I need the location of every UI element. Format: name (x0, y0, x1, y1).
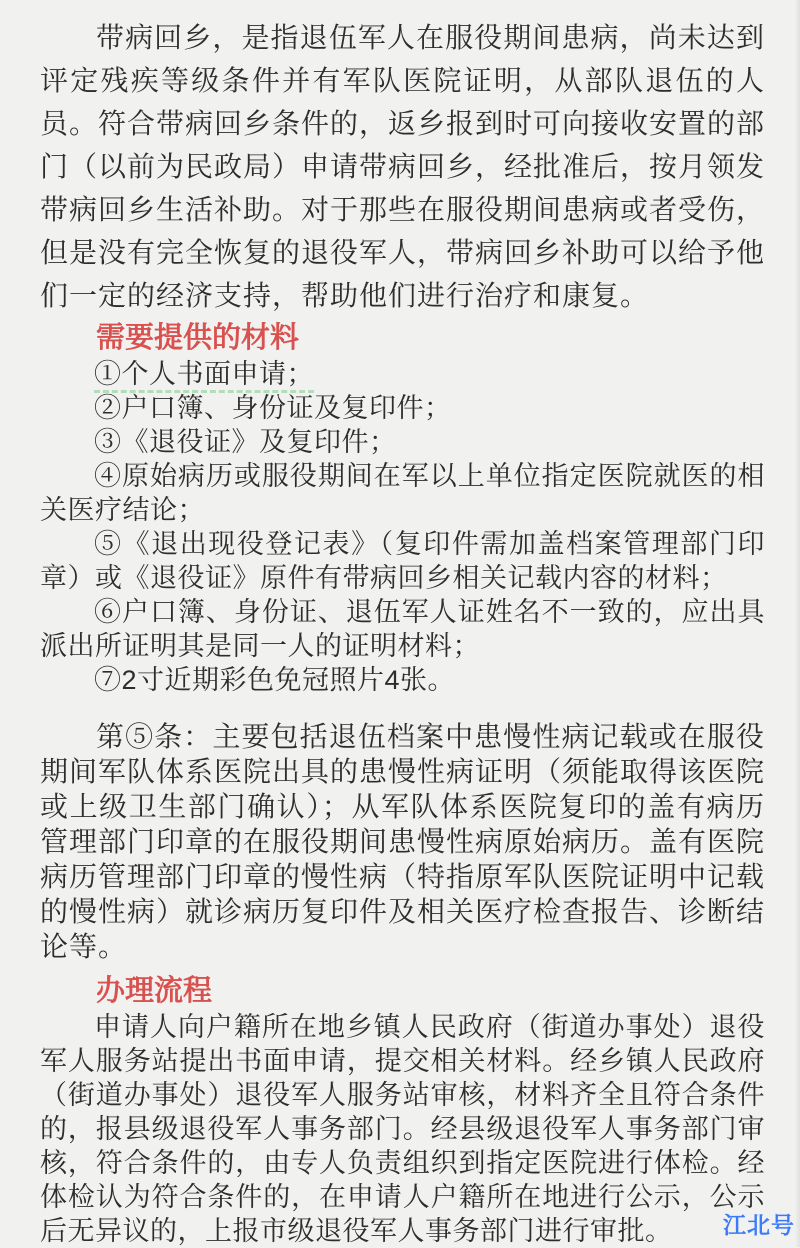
material-item-3: ③《退役证》及复印件； (94, 427, 397, 457)
watermark-text: 江北号 (723, 1212, 795, 1238)
material-item-5: ⑤《退出现役登记表》（复印件需加盖档案管理部门印章）或《退役证》原件有带病回乡相关记载内容的材料； (40, 529, 765, 593)
material-item-6: ⑥户口簿、身份证、退伍军人证姓名不一致的，应出具派出所证明其是同一人的证明材料； (40, 597, 765, 661)
materials-heading: 需要提供的材料 (96, 322, 300, 354)
intro-paragraph: 带病回乡，是指退伍军人在服役期间患病，尚未达到评定残疾等级条件并有军队医院证明，从部队退伍的人员。符合带病回乡条件的，返乡报到时可向接收安置的部门（以前为民政局）申请带病回乡，经批准后，按月领发带病回乡生活补助。对于那些在服役期间患病或者受伤，但是没有完全恢复的退役军人，带病回乡补助可以给予他们一定的经济支持，帮助他们进行治疗和康复。 (40, 22, 766, 311)
note-paragraph: 第⑤条：主要包括退伍档案中患慢性病记载或在服役期间军队体系医院出具的患慢性病证明（须能取得该医院或上级卫生部门确认）；从军队体系医院复印的盖有病历管理部门印章的在服役期间患慢性病原始病历。盖有医院病历管理部门印章的慢性病（特指原军队医院证明中记载的慢性病）就诊病历复印件及相关医疗检查报告、诊断结论等。 (40, 721, 766, 962)
material-item-4: ④原始病历或服役期间在军以上单位指定医院就医的相关医疗结论； (40, 461, 765, 525)
material-item-2: ②户口簿、身份证及复印件； (94, 393, 452, 423)
material-item-7: ⑦2寸近期彩色免冠照片4张。 (94, 665, 456, 695)
materials-list (40, 357, 765, 697)
process-paragraph: 申请人向户籍所在地乡镇人民政府（街道办事处）退役军人服务站提出书面申请，提交相关材料。经乡镇人民政府（街道办事处）退役军人服务站审核，材料齐全且符合条件的，报县级退役军人事务部门。经县级退役军人事务部门审核，符合条件的，由专人负责组织到指定医院进行体检。经体检认为符合条件的，在申请人户籍所在地进行公示，公示后无异议的，上报市级退役军人事务部门进行审批。 (40, 1012, 765, 1246)
material-item-1 (40, 357, 765, 391)
material-item-1-underlined-text: ①个人书面申请； (94, 359, 314, 393)
process-heading: 办理流程 (96, 975, 213, 1007)
